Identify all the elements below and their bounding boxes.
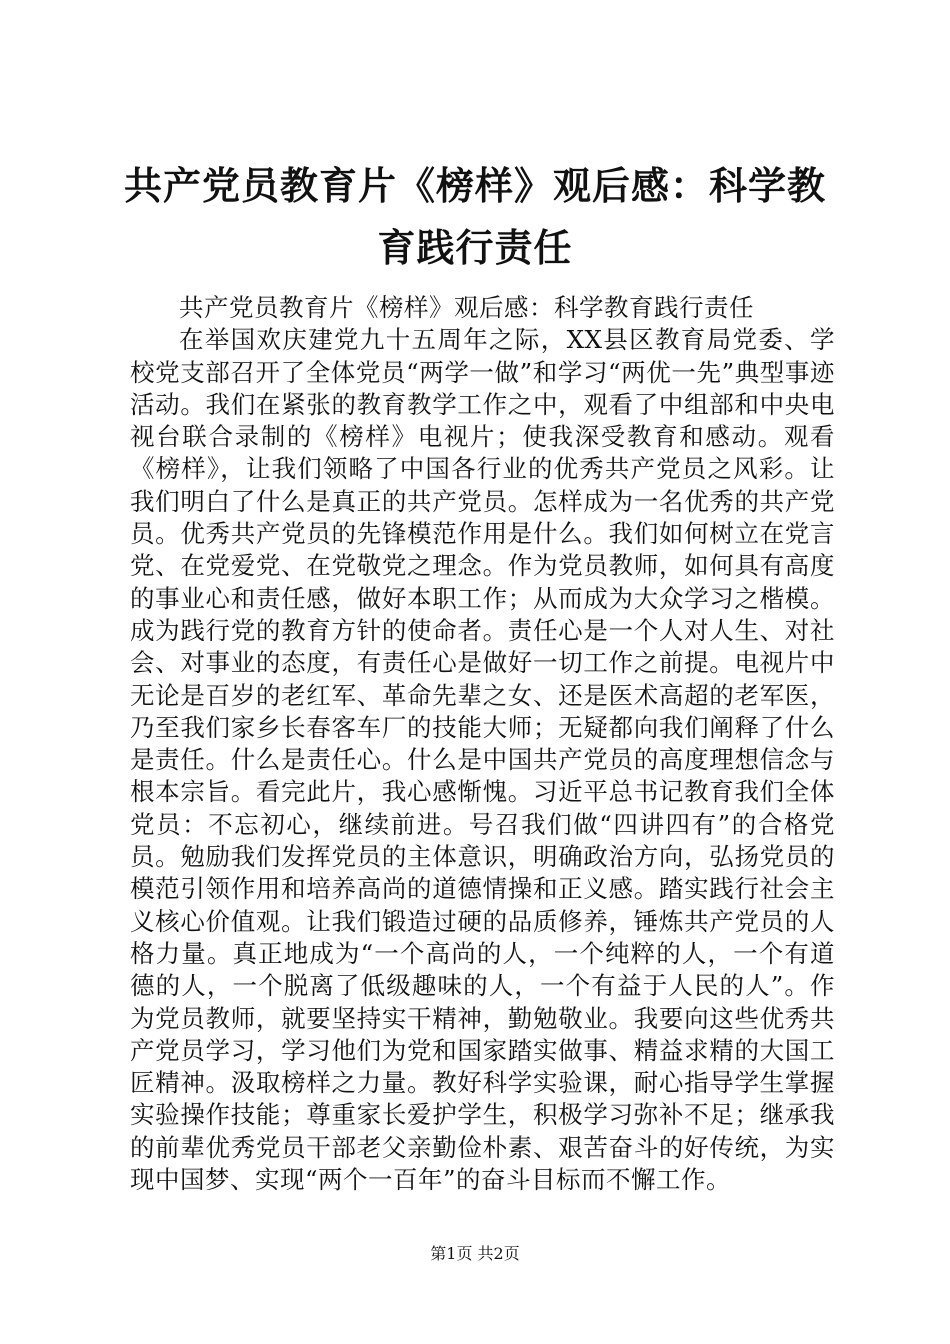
page-footer: 第1页 共2页 [430, 1244, 520, 1263]
document-body [130, 292, 835, 1196]
document-title: 共产党员教育片《榜样》观后感：科学教育践行责任 [123, 164, 826, 270]
subtitle-line: 共产党员教育片《榜样》观后感：科学教育践行责任 [179, 293, 754, 322]
body-paragraph: 在举国欢庆建党九十五周年之际，XX县区教育局党委、学校党支部召开了全体党员“两学一做”和学习“两优一先”典型事迹活动。我们在紧张的教育教学工作之中，观看了中组部和中央电视台联合录制的《榜样》电视片；使我深受教育和感动。观看《榜样》，让我们领略了中国各行业的优秀共产党员之风彩。让我们明白了什么是真正的共产党员。怎样成为一名优秀的共产党员。优秀共产党员的先锋模范作用是什么。我们如何树立在党言党、在党爱党、在党敬党之理念。作为党员教师，如何具有高度的事业心和责任感，做好本职工作；从而成为大众学习之楷模。成为践行党的教育方针的使命者。责任心是一个人对人生、对社会、对事业的态度，有责任心是做好一切工作之前提。电视片中无论是百岁的老红军、革命先辈之女、还是医术高超的老军医，乃至我们家乡长春客车厂的技能大师；无疑都向我们阐释了什么是责任。什么是责任心。什么是中国共产党员的高度理想信念与根本宗旨。看完此片，我心感惭愧。习近平总书记教育我们全体党员：不忘初心，继续前进。号召我们做“四讲四有”的合格党员。勉励我们发挥党员的主体意识，明确政治方向，弘扬党员的模范引领作用和培养高尚的道德情操和正义感。踏实践行社会主义核心价值观。让我们锻造过硬的品质修养，锤炼共产党员的人格力量。真正地成为“一个高尚的人，一个纯粹的人，一个有道德的人，一个脱离了低级趣味的人，一个有益于人民的人”。作为党员教师，就要坚持实干精神，勤勉敬业。我要向这些优秀共产党员学习，学习他们为党和国家踏实做事、精益求精的大国工匠精神。汲取榜样之力量。教好科学实验课，耐心指导学生掌握实验操作技能；尊重家长爱护学生，积极学习弥补不足；继承我的前辈优秀党员干部老父亲勤俭朴素、艰苦奋斗的好传统，为实现中国梦、实现“两个一百年”的奋斗目标而不懈工作。 [130, 325, 835, 1195]
